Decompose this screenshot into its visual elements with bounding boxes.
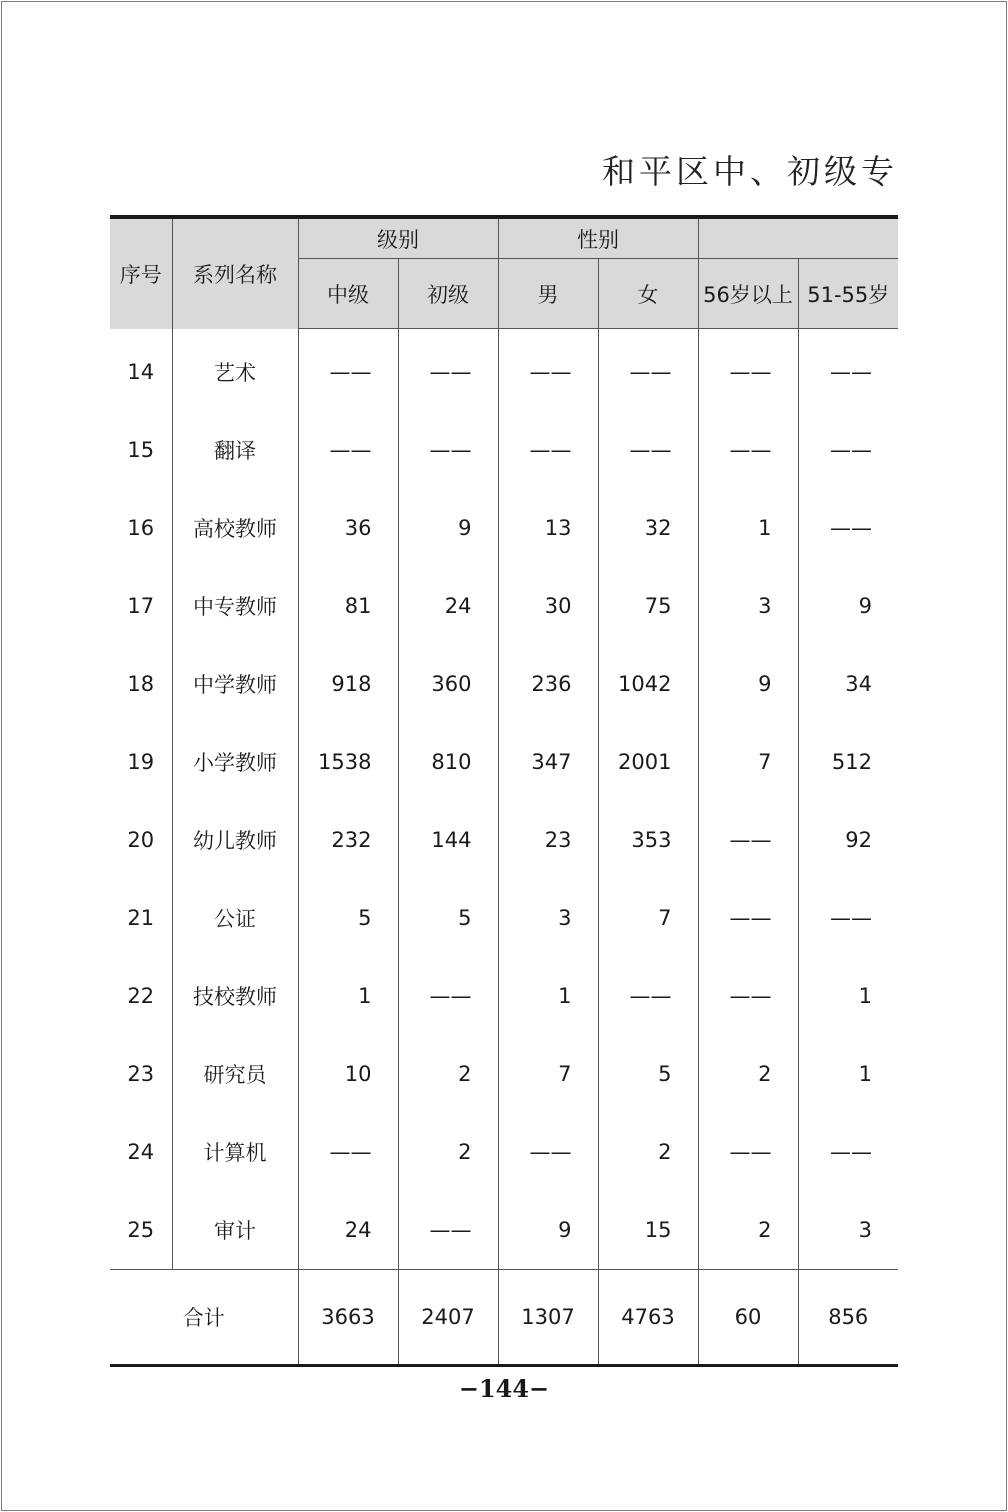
cell-male: 1 [498, 957, 598, 1035]
cell-age-51-55: —— [798, 411, 898, 489]
cell-male: 30 [498, 567, 598, 645]
cell-male: —— [498, 329, 598, 412]
header-age-56-plus: 56岁以上 [698, 259, 798, 329]
cell-age-56-plus: 1 [698, 489, 798, 567]
cell-male: 9 [498, 1191, 598, 1270]
total-male: 1307 [498, 1270, 598, 1366]
table-row [110, 879, 898, 957]
cell-junior: —— [398, 411, 498, 489]
table-row [110, 411, 898, 489]
cell-name: 中学教师 [172, 645, 298, 723]
table-row [110, 1113, 898, 1191]
total-row [110, 1270, 898, 1366]
cell-age-51-55: —— [798, 489, 898, 567]
header-junior-level: 初级 [398, 259, 498, 329]
header-male: 男 [498, 259, 598, 329]
cell-index: 24 [127, 1140, 155, 1164]
cell-name: 小学教师 [172, 723, 298, 801]
cell-junior: 360 [398, 645, 498, 723]
cell-index: 15 [127, 438, 155, 462]
cell-mid: 5 [298, 879, 398, 957]
cell-age-56-plus: —— [698, 1113, 798, 1191]
cell-female: 353 [598, 801, 698, 879]
cell-male: —— [498, 411, 598, 489]
cell-mid: 232 [298, 801, 398, 879]
cell-index: 14 [127, 359, 155, 384]
cell-female: 2 [598, 1113, 698, 1191]
cell-female: 75 [598, 567, 698, 645]
cell-index: 16 [127, 516, 155, 540]
cell-male: 23 [498, 801, 598, 879]
cell-name: 计算机 [172, 1113, 298, 1191]
cell-female: 15 [598, 1191, 698, 1270]
cell-index: 21 [127, 906, 155, 930]
cell-junior: 2 [398, 1113, 498, 1191]
cell-index: 18 [127, 672, 155, 696]
cell-name: 审计 [172, 1191, 298, 1270]
header-mid-level: 中级 [298, 259, 398, 329]
table-row [110, 567, 898, 645]
cell-male: 3 [498, 879, 598, 957]
cell-name: 艺术 [172, 329, 298, 412]
cell-name: 中专教师 [172, 567, 298, 645]
cell-junior: —— [398, 957, 498, 1035]
cell-age-51-55: —— [798, 1113, 898, 1191]
cell-age-51-55: 1 [798, 957, 898, 1035]
cell-index: 20 [127, 828, 155, 852]
table-row [110, 489, 898, 567]
cell-age-51-55: 92 [798, 801, 898, 879]
cell-mid: 81 [298, 567, 398, 645]
header-group-age [698, 217, 898, 259]
page-number: −144− [458, 1374, 550, 1403]
total-label: 合计 [110, 1270, 298, 1366]
cell-name: 技校教师 [172, 957, 298, 1035]
header-name: 系列名称 [172, 217, 298, 329]
table-row [110, 1035, 898, 1113]
cell-mid: 1538 [298, 723, 398, 801]
header-age-51-55: 51-55岁 [798, 259, 898, 329]
cell-mid: 918 [298, 645, 398, 723]
cell-name: 翻译 [172, 411, 298, 489]
cell-index: 22 [127, 984, 155, 1008]
cell-male: —— [498, 1113, 598, 1191]
cell-index: 23 [127, 1062, 155, 1086]
cell-age-51-55: —— [798, 329, 898, 412]
cell-junior: 5 [398, 879, 498, 957]
cell-name: 幼儿教师 [172, 801, 298, 879]
cell-age-56-plus: —— [698, 329, 798, 412]
table-body [110, 329, 898, 1270]
cell-male: 236 [498, 645, 598, 723]
cell-age-56-plus: 2 [698, 1191, 798, 1270]
cell-junior: 2 [398, 1035, 498, 1113]
cell-age-51-55: 9 [798, 567, 898, 645]
cell-junior: —— [398, 1191, 498, 1270]
cell-mid: 10 [298, 1035, 398, 1113]
total-age-51-55: 856 [798, 1270, 898, 1366]
header-group-gender: 性别 [498, 217, 698, 259]
cell-female: 32 [598, 489, 698, 567]
cell-age-56-plus: 9 [698, 645, 798, 723]
cell-mid: 1 [298, 957, 398, 1035]
cell-age-51-55: 3 [798, 1191, 898, 1270]
cell-age-56-plus: —— [698, 411, 798, 489]
cell-age-51-55: 34 [798, 645, 898, 723]
cell-index: 17 [127, 594, 155, 618]
cell-junior: —— [398, 329, 498, 412]
cell-name: 研究员 [172, 1035, 298, 1113]
table-row [110, 801, 898, 879]
cell-age-56-plus: —— [698, 957, 798, 1035]
cell-male: 7 [498, 1035, 598, 1113]
table-row [110, 329, 898, 412]
total-age-56-plus: 60 [698, 1270, 798, 1366]
table-row [110, 723, 898, 801]
cell-age-56-plus: —— [698, 801, 798, 879]
cell-mid: —— [298, 1113, 398, 1191]
cell-female: —— [598, 957, 698, 1035]
cell-female: —— [598, 329, 698, 412]
cell-age-56-plus: 3 [698, 567, 798, 645]
cell-female: 2001 [598, 723, 698, 801]
cell-junior: 24 [398, 567, 498, 645]
cell-female: 7 [598, 879, 698, 957]
cell-mid: 36 [298, 489, 398, 567]
header-index: 序号 [110, 217, 172, 329]
cell-index: 25 [127, 1218, 155, 1242]
cell-junior: 810 [398, 723, 498, 801]
cell-junior: 144 [398, 801, 498, 879]
cell-female: —— [598, 411, 698, 489]
page-title: 和平区中、初级专 [602, 152, 898, 191]
cell-mid: 24 [298, 1191, 398, 1270]
cell-age-56-plus: —— [698, 879, 798, 957]
table-row [110, 957, 898, 1035]
total-mid: 3663 [298, 1270, 398, 1366]
cell-name: 公证 [172, 879, 298, 957]
cell-age-56-plus: 2 [698, 1035, 798, 1113]
cell-age-56-plus: 7 [698, 723, 798, 801]
header-group-level: 级别 [298, 217, 498, 259]
cell-age-51-55: 512 [798, 723, 898, 801]
cell-female: 1042 [598, 645, 698, 723]
cell-age-51-55: 1 [798, 1035, 898, 1113]
total-junior: 2407 [398, 1270, 498, 1366]
cell-junior: 9 [398, 489, 498, 567]
cell-mid: —— [298, 411, 398, 489]
table-row [110, 645, 898, 723]
statistics-table [110, 215, 898, 1367]
cell-index: 19 [127, 750, 155, 774]
cell-name: 高校教师 [172, 489, 298, 567]
table-row [110, 1191, 898, 1270]
cell-age-51-55: —— [798, 879, 898, 957]
header-female: 女 [598, 259, 698, 329]
cell-female: 5 [598, 1035, 698, 1113]
cell-male: 13 [498, 489, 598, 567]
cell-mid: —— [298, 329, 398, 412]
total-female: 4763 [598, 1270, 698, 1366]
cell-male: 347 [498, 723, 598, 801]
